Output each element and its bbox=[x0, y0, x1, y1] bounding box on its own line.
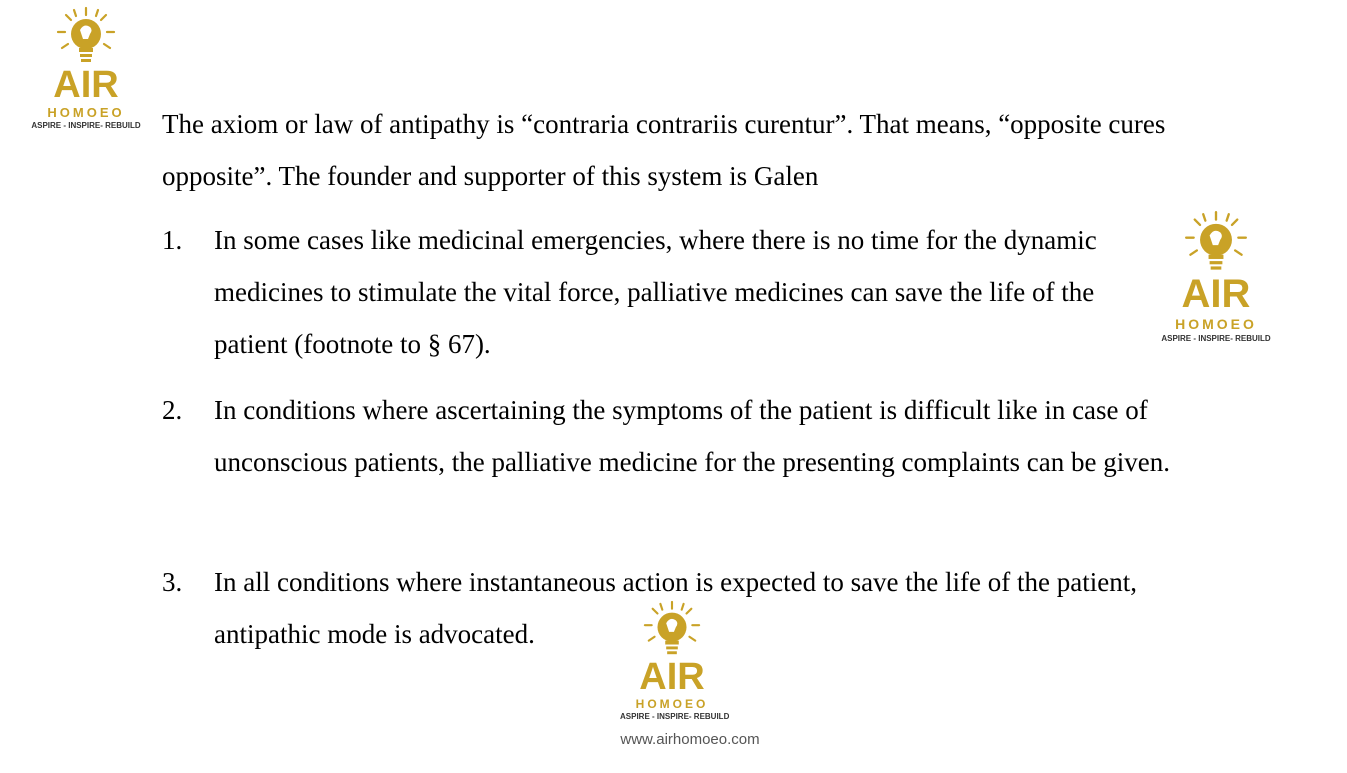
list-item-text: In some cases like medicinal emergencies, where there is no time for the dynamic medicines to stimulate the vital force, palliative medicines can save the life of the patient (footnote to § 67). bbox=[214, 225, 1097, 359]
website-link[interactable]: www.airhomoeo.com bbox=[620, 731, 760, 748]
list-item-text: In all conditions where instantaneous action is expected to save the life of the patient, antipathic mode is advocated. bbox=[214, 567, 1137, 649]
list-item bbox=[162, 384, 1222, 488]
lightbulb-head-icon bbox=[54, 6, 118, 68]
logo-subtitle: HOMOEO bbox=[1175, 316, 1257, 332]
logo-tagline: ASPIRE - INSPIRE- REBUILD bbox=[620, 712, 730, 721]
list-item-number: 1. bbox=[162, 225, 183, 255]
list-item-text: In conditions where ascertaining the symptoms of the patient is difficult like in case of unconscious patients, the palliative medicine for the presenting complaints can be given. bbox=[214, 395, 1170, 477]
logo-subtitle: HOMOEO bbox=[635, 697, 709, 711]
logo-tagline: ASPIRE - INSPIRE- REBUILD bbox=[31, 121, 141, 130]
lightbulb-head-icon bbox=[1181, 210, 1251, 276]
list-item bbox=[162, 214, 1172, 370]
list-item-number: 2. bbox=[162, 395, 183, 425]
logo-title: AIR bbox=[1181, 272, 1251, 316]
logo-title: AIR bbox=[53, 64, 119, 106]
logo-right bbox=[1156, 210, 1276, 343]
logo-top bbox=[30, 6, 142, 130]
logo-title: AIR bbox=[639, 656, 705, 698]
list-item-number: 3. bbox=[162, 567, 183, 597]
intro-paragraph: The axiom or law of antipathy is “contraria contrariis curentur”. That means, “opposite cures opposite”. The founder and supporter of this system is Galen bbox=[162, 109, 1166, 191]
list-item bbox=[162, 556, 1222, 660]
logo-tagline: ASPIRE - INSPIRE- REBUILD bbox=[1161, 334, 1271, 343]
logo-subtitle: HOMOEO bbox=[47, 105, 125, 120]
